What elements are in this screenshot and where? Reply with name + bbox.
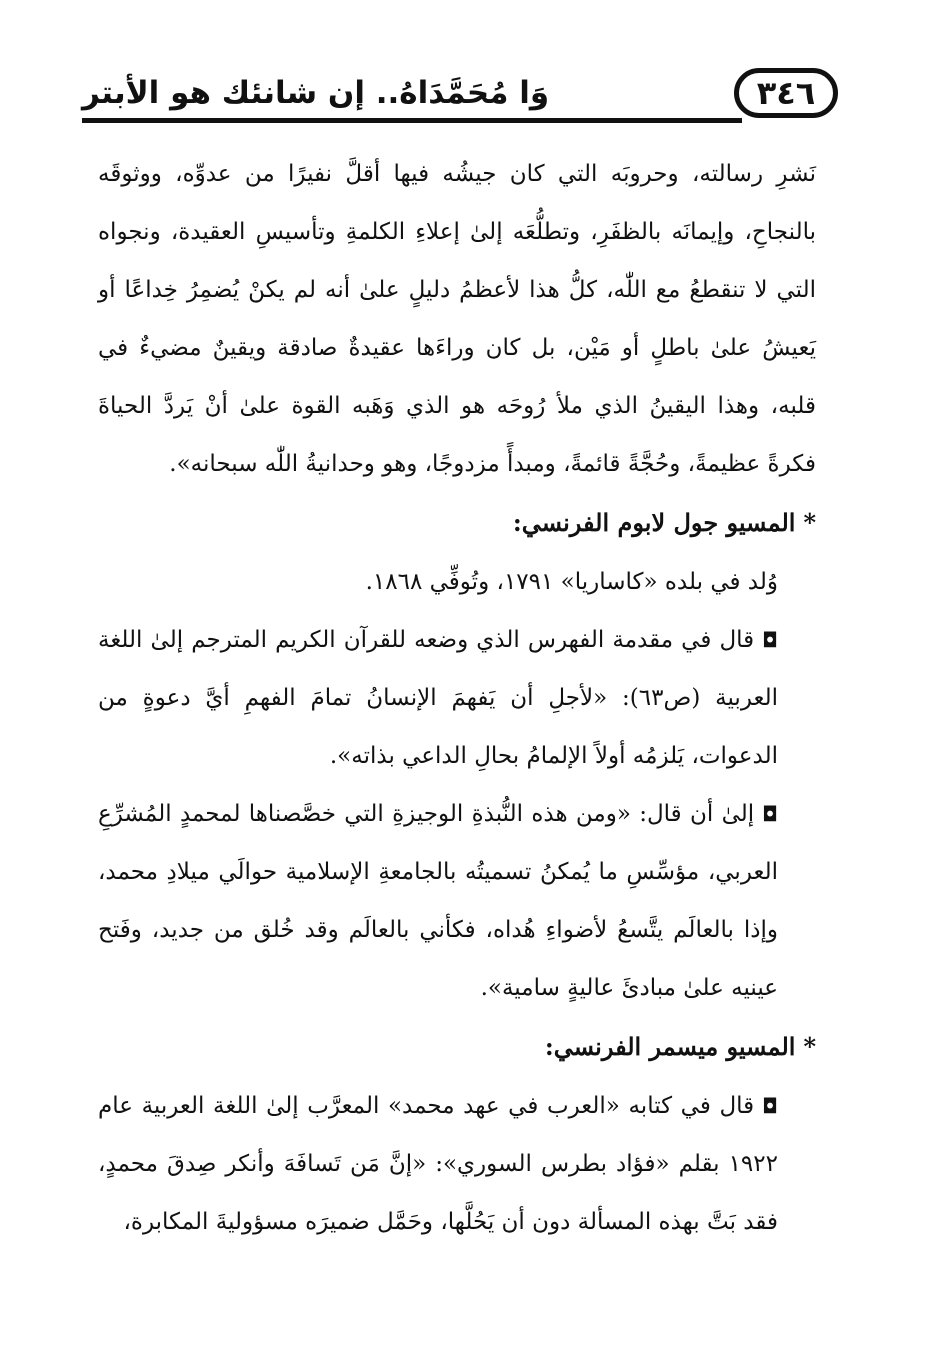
paragraph: نَشرِ رسالته، وحروبَه التي كان جيشُه فيها أقلَّ نفيرًا من عدوِّه، ووثوقَه بالنجاحِ، وإيمانَه بالظفَرِ، وتطلُّعَه إلىٰ إعلاءِ الكلمةِ وتأسيسِ العقيدة، ونجواه التي لا تنقطعُ مع اللّٰه، كلُّ هذا لأعظمُ دليلٍ علىٰ أنه لم يكنْ يُضمِرُ خِداعًا أو يَعيشُ علىٰ باطلٍ أو مَيْن، بل كان وراءَها عقيدةٌ صادقة ويقينٌ مضيءٌ في قلبه، وهذا اليقينُ الذي ملأ رُوحَه هو الذي وَهَبه القوة علىٰ أنْ يَردَّ الحياةَ فكرةً عظيمةً، وحُجَّةً قائمةً، ومبدأً مزدوجًا، وهو وحدانيةُ اللّٰه سبحانه». <box>98 161 816 477</box>
heading-text: المسيو ميسمر الفرنسي: <box>544 1032 796 1061</box>
quote-paragraph <box>98 785 816 1017</box>
box-marker-icon: ◘ <box>762 802 778 826</box>
quote-paragraph <box>98 1077 816 1251</box>
box-marker-icon: ◘ <box>762 628 778 652</box>
quote-text: قال في كتابه «العرب في عهد محمد» المعرَّب إلىٰ اللغة العربية عام ١٩٢٢ بقلم «فؤاد بطرس السوري»: «إنَّ مَن تَسافَهَ وأنكر صِدقَ محمدٍ، فقد بَتَّ بهذه المسألة دون أن يَحُلَّها، وحَمَّل ضميرَه مسؤوليةَ المكابرة، <box>98 1093 778 1235</box>
biography-line: وُلد في بلده «كاساريا» ١٧٩١، وتُوفِّي ١٨٦٨. <box>365 569 778 595</box>
section-heading <box>98 493 816 553</box>
page-header <box>82 62 838 132</box>
quote-text: إلىٰ أن قال: «ومن هذه النُّبذةِ الوجيزةِ التي خصَّصناها لمحمدٍ المُشرِّعِ العربي، مؤسِّسِ ما يُمكنُ تسميتُه بالجامعةِ الإسلامية حوالَي ميلادِ محمد، وإذا بالعالَم يتَّسعُ لأضواءِ هُداه، فكأني بالعالَم وقد خُلق من جديد، وفَتح عينيه علىٰ مبادئَ عاليةٍ سامية». <box>98 801 778 1001</box>
running-title: وَا مُحَمَّدَاهُ.. إن شانئك هو الأبتر <box>82 75 550 111</box>
section-heading <box>98 1017 816 1077</box>
quote-text: قال في مقدمة الفهرس الذي وضعه للقرآن الكريم المترجم إلىٰ اللغة العربية (ص٦٣): «لأجلِ أن يَفهمَ الإنسانُ تمامَ الفهمِ أيَّ دعوةٍ من الدعوات، يَلزمُه أولاً الإلمامُ بحالِ الداعي بذاته». <box>98 627 779 769</box>
header-rule <box>82 118 742 123</box>
page-number-badge: ٣٤٦ <box>734 68 838 118</box>
heading-text: المسيو جول لابوم الفرنسي: <box>512 508 796 537</box>
body-text <box>98 145 816 1251</box>
box-marker-icon: ◘ <box>762 1094 778 1118</box>
quote-paragraph <box>98 611 816 785</box>
star-bullet: * <box>803 1032 816 1061</box>
star-bullet: * <box>803 508 816 537</box>
